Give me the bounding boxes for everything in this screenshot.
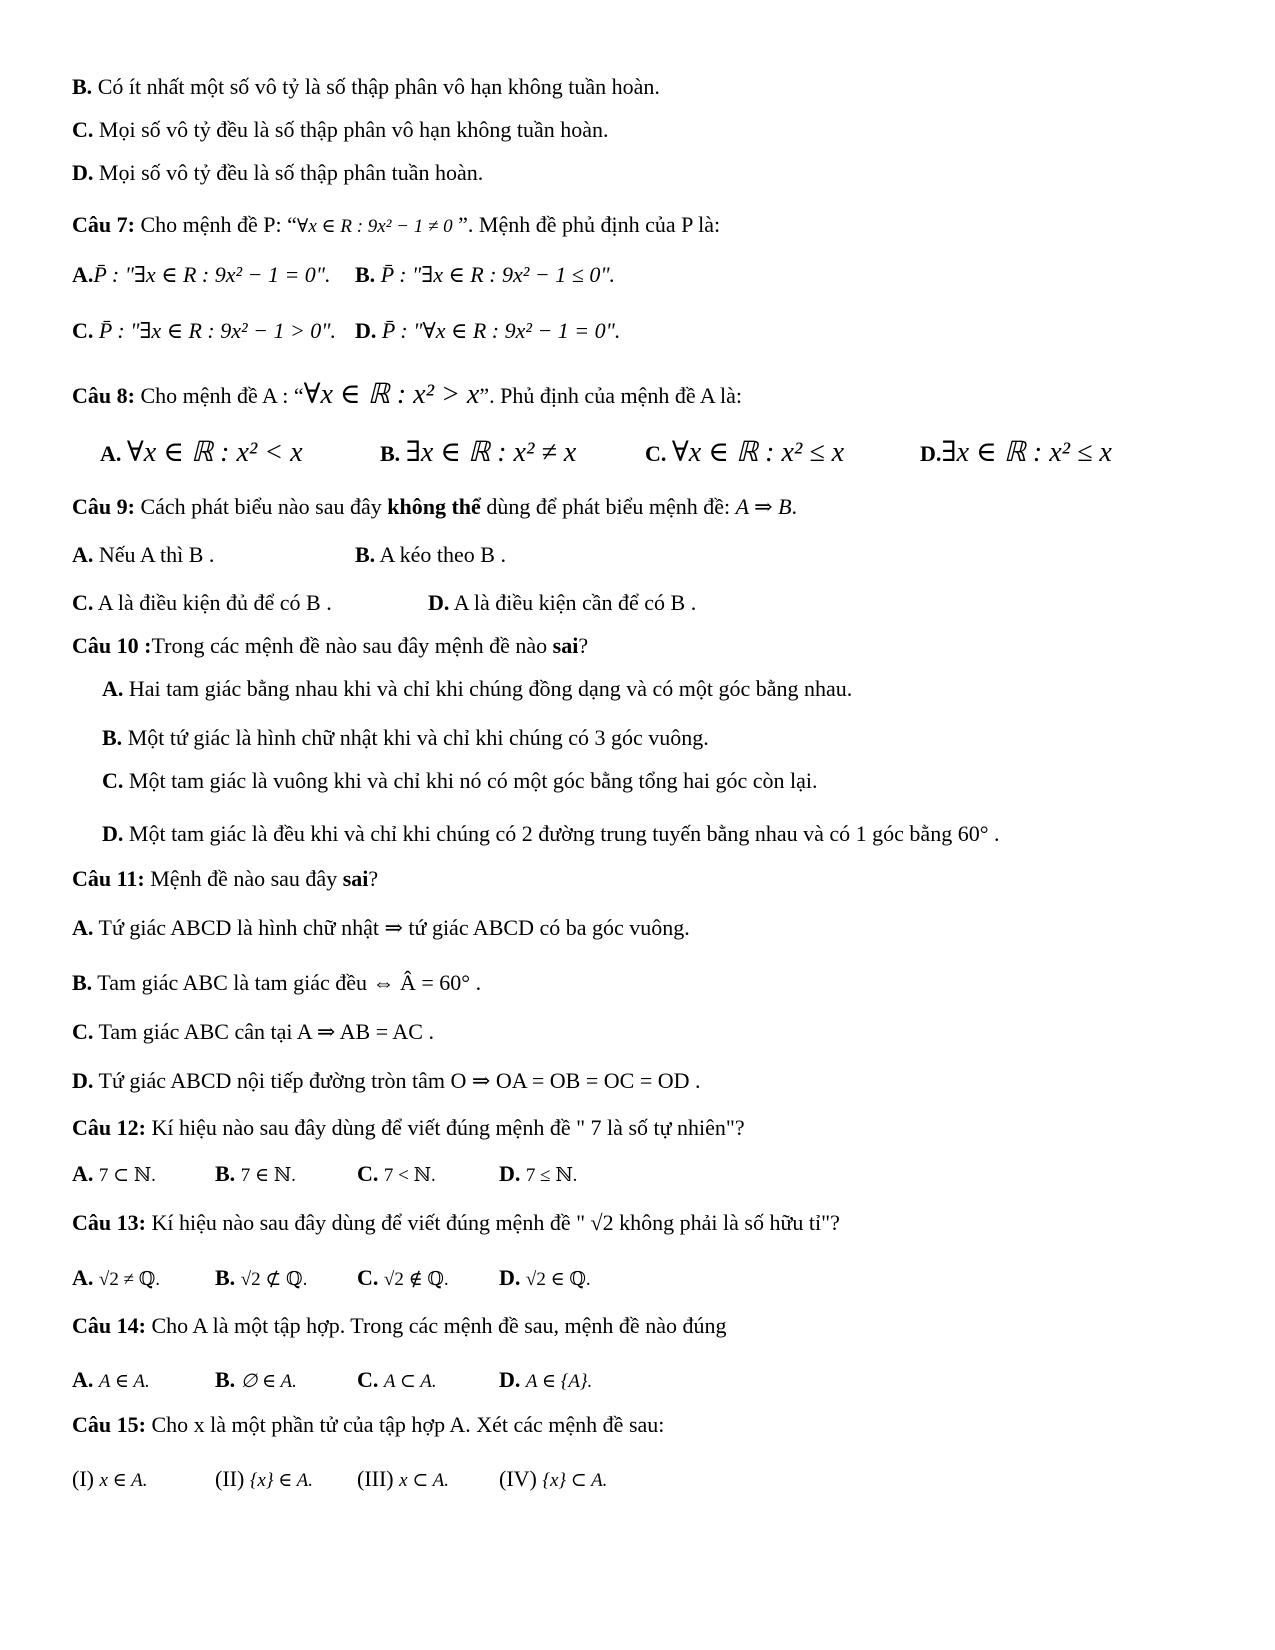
option-text: Tam giác ABC cân tại A ⇒ AB = AC . xyxy=(98,1019,434,1044)
option-label: C. xyxy=(357,1161,379,1186)
q13-option-b xyxy=(215,1265,307,1292)
q15-stem xyxy=(72,1412,664,1438)
q10-option-a xyxy=(102,676,852,702)
stem-text: Cho A là một tập hợp. Trong các mệnh đề sau, mệnh đề nào đúng xyxy=(151,1313,727,1338)
option-math: 7 ∈ ℕ. xyxy=(240,1165,296,1186)
statement-math: {x} ∈ A. xyxy=(249,1470,314,1491)
option-label: C. xyxy=(72,1019,94,1044)
option-label: C. xyxy=(357,1265,379,1290)
q12-option-b xyxy=(215,1161,296,1188)
q6-option-c xyxy=(72,117,609,143)
q14-option-d xyxy=(499,1367,592,1394)
option-label: C. xyxy=(72,318,94,343)
option-math: ∀x ∈ ℝ : x² ≤ x xyxy=(671,437,845,468)
option-text: Hai tam giác bằng nhau khi và chỉ khi chúng đồng dạng và có một góc bằng nhau. xyxy=(128,676,853,701)
option-label: A. xyxy=(72,1367,94,1392)
option-label: D. xyxy=(72,1068,94,1093)
option-label: B. xyxy=(102,725,123,750)
q9-option-d xyxy=(428,590,696,616)
stem-math: ∀x ∈ R : 9x² − 1 ≠ 0 xyxy=(296,216,453,237)
statement-label: (II) xyxy=(215,1466,245,1491)
question-label: Câu 8: xyxy=(72,383,135,408)
option-label: C. xyxy=(102,768,124,793)
question-label: Câu 12: xyxy=(72,1115,146,1140)
stem-text-2: ”. Mệnh đề phủ định của P là: xyxy=(452,212,721,237)
q6-option-d xyxy=(72,160,483,186)
q15-statement-iv xyxy=(499,1466,607,1493)
option-math: A ∈ {A}. xyxy=(525,1371,593,1392)
option-text: Mọi số vô tỷ đều là số thập phân vô hạn không tuần hoàn. xyxy=(98,117,609,142)
q13-stem xyxy=(72,1210,840,1236)
q10-option-b xyxy=(102,725,709,751)
option-math: P̄ : "∃x ∈ R : 9x² − 1 ≤ 0". xyxy=(380,262,616,287)
option-text: Một tam giác là đều khi và chỉ khi chúng có 2 đường trung tuyến bằng nhau và có 1 góc bằng 60° . xyxy=(128,821,1000,846)
option-label: D. xyxy=(428,590,450,615)
stem-text: Cho mệnh đề A : “ xyxy=(140,383,304,408)
option-math: 7 ≤ ℕ. xyxy=(525,1165,578,1186)
option-label: C. xyxy=(72,117,94,142)
question-label: Câu 7: xyxy=(72,212,135,237)
stem-math: ∀x ∈ ℝ : x² > x xyxy=(303,379,480,410)
stem-text: Cho mệnh đề P: “ xyxy=(140,212,297,237)
q15-statement-iii xyxy=(357,1466,449,1493)
q8-option-a xyxy=(100,436,303,470)
q9-option-a xyxy=(72,542,214,568)
option-text: Một tam giác là vuông khi và chỉ khi nó có một góc bằng tổng hai góc còn lại. xyxy=(128,768,818,793)
option-label: B. xyxy=(215,1161,236,1186)
option-label: D. xyxy=(355,318,377,343)
q14-option-b xyxy=(215,1367,297,1394)
stem-math: A ⇒ B xyxy=(735,494,792,519)
q15-statement-ii xyxy=(215,1466,313,1493)
option-math: P̄ : "∀x ∈ R : 9x² − 1 = 0". xyxy=(381,318,621,343)
option-label: B. xyxy=(355,262,376,287)
stem-text: Cho x là một phần tử của tập hợp A. Xét các mệnh đề sau: xyxy=(151,1412,665,1437)
stem-text-2: ? xyxy=(368,866,379,891)
option-math: √2 ≠ ℚ. xyxy=(98,1269,161,1290)
q14-stem xyxy=(72,1313,726,1339)
option-label: A. xyxy=(72,915,94,940)
option-text: Tam giác ABC là tam giác đều ⇔ Â = 60° . xyxy=(97,970,482,995)
q11-stem xyxy=(72,866,378,892)
option-math: √2 ∉ ℚ. xyxy=(383,1269,449,1290)
stem-emphasis: sai xyxy=(552,633,579,658)
q13-option-d xyxy=(499,1265,591,1292)
option-label: C. xyxy=(72,590,94,615)
option-text: Có ít nhất một số vô tỷ là số thập phân vô hạn không tuần hoàn. xyxy=(97,74,660,99)
option-label: B. xyxy=(72,74,93,99)
option-math: ∀x ∈ ℝ : x² < x xyxy=(126,437,303,468)
q12-option-d xyxy=(499,1161,577,1188)
option-label: D. xyxy=(499,1265,521,1290)
q14-option-a xyxy=(72,1367,150,1394)
option-label: A. xyxy=(72,1161,94,1186)
stem-text-2: dùng để phát biểu mệnh đề: xyxy=(480,494,736,519)
q9-stem: Câu 9: Cách phát biểu nào sau đây không thể dùng để phát biểu mệnh đề: A ⇒ B. xyxy=(72,494,798,519)
q7-option-d xyxy=(355,318,620,344)
option-label: A. xyxy=(72,262,94,287)
option-label: B. xyxy=(380,441,401,466)
option-math: 7 < ℕ. xyxy=(383,1165,436,1186)
statement-math: x ∈ A. xyxy=(99,1470,148,1491)
option-label: A. xyxy=(72,542,94,567)
stem-text: Mệnh đề nào sau đây xyxy=(150,866,343,891)
stem-text-2: ? xyxy=(578,633,589,658)
q8-option-c xyxy=(645,436,844,470)
q10-option-c xyxy=(102,768,817,794)
option-math: P̄ : "∃x ∈ R : 9x² − 1 > 0". xyxy=(98,318,337,343)
option-math: √2 ⊄ ℚ. xyxy=(240,1269,308,1290)
option-label: D. xyxy=(499,1161,521,1186)
option-label: D. xyxy=(72,160,94,185)
option-label: B. xyxy=(355,542,376,567)
question-label: Câu 14: xyxy=(72,1313,146,1338)
q13-option-c xyxy=(357,1265,449,1292)
q10-stem xyxy=(72,633,588,659)
option-label: B. xyxy=(215,1367,236,1392)
q12-option-c xyxy=(357,1161,436,1188)
option-math: ∃x ∈ ℝ : x² ≠ x xyxy=(405,437,577,468)
stem-emphasis: không thể xyxy=(387,494,481,519)
stem-emphasis: sai xyxy=(342,866,369,891)
option-label: B. xyxy=(215,1265,236,1290)
stem-text: Cách phát biểu nào sau đây xyxy=(140,494,388,519)
q8-option-d xyxy=(920,436,1112,470)
option-text: Tứ giác ABCD nội tiếp đường tròn tâm O ⇒ OA = OB = OC = OD . xyxy=(98,1068,701,1093)
option-text: A là điều kiện đủ để có B . xyxy=(97,590,332,615)
option-text: Mọi số vô tỷ đều là số thập phân tuần hoàn. xyxy=(98,160,484,185)
option-text: A là điều kiện cần để có B . xyxy=(453,590,697,615)
q9-option-b xyxy=(355,542,506,568)
option-math: ∃x ∈ ℝ : x² ≤ x xyxy=(941,437,1112,468)
statement-label: (I) xyxy=(72,1466,94,1491)
option-text: Nếu A thì B . xyxy=(98,542,215,567)
option-label: C. xyxy=(645,441,667,466)
q7-stem xyxy=(72,212,720,239)
option-label: D. xyxy=(102,821,124,846)
stem-text: Kí hiệu nào sau đây dùng để viết đúng mệnh đề " 7 là số tự nhiên"? xyxy=(151,1115,745,1140)
option-label: D. xyxy=(499,1367,521,1392)
question-label: Câu 15: xyxy=(72,1412,146,1437)
q12-option-a xyxy=(72,1161,156,1188)
option-label: C. xyxy=(357,1367,379,1392)
q6-option-b xyxy=(72,74,660,100)
option-label: B. xyxy=(72,970,93,995)
q7-option-a xyxy=(72,262,331,288)
question-label: Câu 13: xyxy=(72,1210,146,1235)
option-text: Tứ giác ABCD là hình chữ nhật ⇒ tứ giác ABCD có ba góc vuông. xyxy=(98,915,690,940)
option-label: A. xyxy=(72,1265,94,1290)
q8-stem xyxy=(72,378,742,412)
option-math: A ⊂ A. xyxy=(383,1371,437,1392)
q11-option-c xyxy=(72,1019,434,1045)
question-label: Câu 9: xyxy=(72,494,135,519)
q14-option-c xyxy=(357,1367,437,1394)
q9-option-c xyxy=(72,590,332,616)
q11-option-d xyxy=(72,1068,701,1094)
q11-option-b xyxy=(72,970,481,996)
q15-statement-i xyxy=(72,1466,148,1493)
question-label: Câu 11: xyxy=(72,866,145,891)
q11-option-a xyxy=(72,915,690,941)
stem-text: Kí hiệu nào sau đây dùng để viết đúng mệnh đề " √2 không phải là số hữu tỉ"? xyxy=(151,1210,840,1235)
stem-text-2: ”. Phủ định của mệnh đề A là: xyxy=(479,383,743,408)
statement-label: (III) xyxy=(357,1466,394,1491)
statement-math: {x} ⊂ A. xyxy=(542,1470,608,1491)
option-label: D. xyxy=(920,441,942,466)
q12-stem xyxy=(72,1115,745,1141)
q8-option-b xyxy=(380,436,576,470)
option-math: √2 ∈ ℚ. xyxy=(525,1269,591,1290)
stem-text: Trong các mệnh đề nào sau đây mệnh đề nào xyxy=(151,633,553,658)
statement-math: x ⊂ A. xyxy=(399,1470,450,1491)
question-label: Câu 10 : xyxy=(72,633,152,658)
option-math: A ∈ A. xyxy=(98,1371,150,1392)
option-text: Một tứ giác là hình chữ nhật khi và chỉ khi chúng có 3 góc vuông. xyxy=(127,725,709,750)
q10-option-d xyxy=(102,821,1000,847)
q7-option-b xyxy=(355,262,615,288)
option-math: P̄ : "∃x ∈ R : 9x² − 1 = 0". xyxy=(93,262,331,287)
option-text: A kéo theo B . xyxy=(379,542,506,567)
option-math: ∅ ∈ A. xyxy=(240,1371,297,1392)
statement-label: (IV) xyxy=(499,1466,537,1491)
option-math: 7 ⊂ ℕ. xyxy=(98,1165,156,1186)
q13-option-a xyxy=(72,1265,160,1292)
option-label: A. xyxy=(100,441,122,466)
option-label: A. xyxy=(102,676,124,701)
q7-option-c xyxy=(72,318,336,344)
